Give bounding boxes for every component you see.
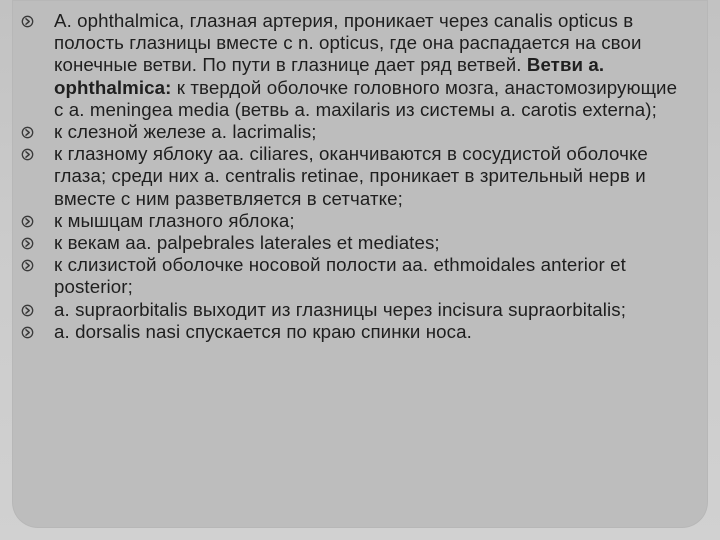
circled-chevron-right-icon — [21, 148, 34, 161]
list-item-text: к слезной железе a. lacrimalis; — [54, 121, 317, 143]
list-item-text: к глазному яблоку aa. ciliares, оканчиваются в сосудистой оболочке глаза; среди них a. centralis retinae, проникает в зрительный нерв и вместе с ним разветвляется в сетчатке; — [54, 143, 648, 209]
list-item-text: a. supraorbitalis выходит из глазницы через incisura supraorbitalis; — [54, 298, 627, 320]
list-item-text: A. ophthalmica, глазная артерия, проникает через canalis opticus в полость глазницы вместе с n. opticus, где она распадается на свои конечные ветви. По пути в глазнице дает ряд ветвей. — [54, 10, 642, 76]
list-item-text: к мышцам глазного яблока; — [54, 209, 295, 231]
circled-chevron-right-icon — [21, 326, 34, 339]
list-item — [0, 254, 684, 298]
circled-chevron-right-icon — [21, 126, 34, 139]
artery-branches-list — [0, 10, 684, 343]
circled-chevron-right-icon — [21, 304, 34, 317]
circled-chevron-right-icon — [21, 259, 34, 272]
circled-chevron-right-icon — [21, 237, 34, 250]
circled-chevron-right-icon — [21, 15, 34, 28]
branches-heading: Ветви a. ophthalmica: — [54, 54, 605, 98]
list-item — [0, 210, 684, 232]
list-item-text: к слизистой оболочке носовой полости aa. ethmoidales anterior et posterior; — [54, 254, 626, 298]
list-item — [0, 232, 684, 254]
list-item — [0, 299, 684, 321]
list-item — [0, 121, 684, 143]
list-item-text: к векам aa. palpebrales laterales et mediates; — [54, 232, 440, 254]
list-item-text-tail: к твердой оболочке головного мозга, анастомозирующие с a. meningea media (ветвь a. maxilaris из системы a. carotis externa); — [54, 76, 678, 120]
list-item — [0, 321, 684, 343]
list-item-text: a. dorsalis nasi спускается по краю спинки носа. — [54, 320, 472, 342]
list-item — [0, 10, 684, 121]
circled-chevron-right-icon — [21, 215, 34, 228]
list-item — [0, 143, 684, 210]
